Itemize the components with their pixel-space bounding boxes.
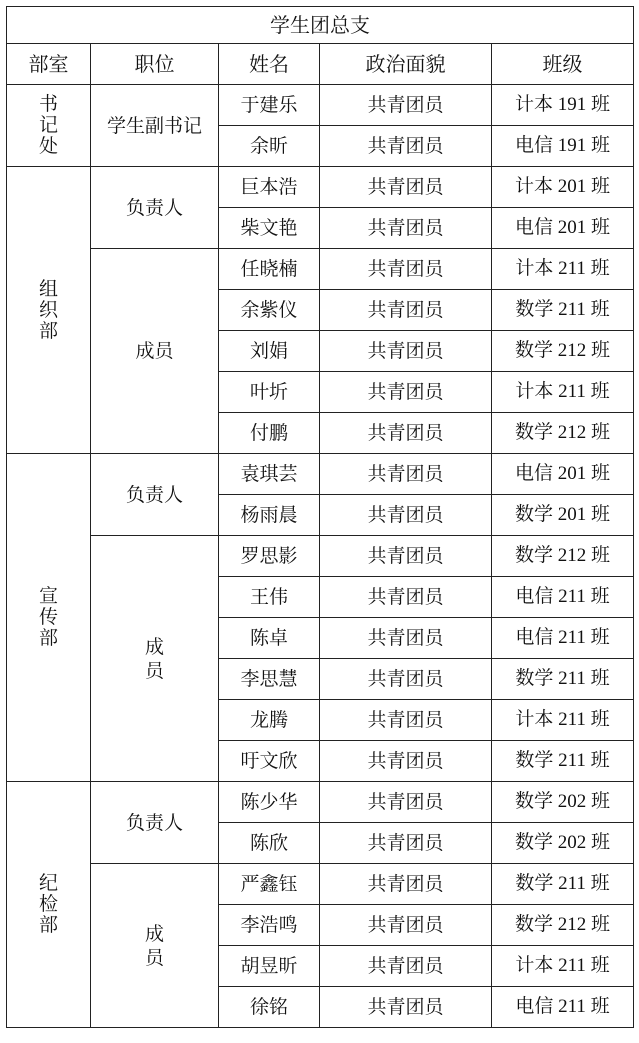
class-name: 数学 211 班	[492, 741, 634, 782]
political-status: 共青团员	[320, 577, 492, 618]
position-cell	[91, 249, 219, 454]
header-name: 姓名	[219, 44, 320, 85]
department-name: 组 织 部	[38, 277, 58, 342]
political-status: 共青团员	[320, 290, 492, 331]
member-name: 李浩鸣	[219, 905, 320, 946]
department-name: 书 记 处	[38, 93, 58, 157]
position-cell	[91, 167, 219, 249]
member-name: 任晓楠	[219, 249, 320, 290]
position-label: 成 员	[144, 635, 164, 682]
member-name: 陈欣	[219, 823, 320, 864]
political-status: 共青团员	[320, 782, 492, 823]
header-position: 职位	[91, 44, 219, 85]
table-row	[7, 454, 634, 495]
position-label: 成 员	[144, 922, 164, 969]
department-name: 宣 传 部	[38, 585, 58, 649]
member-name: 严鑫钰	[219, 864, 320, 905]
political-status: 共青团员	[320, 987, 492, 1028]
member-name: 付鹏	[219, 413, 320, 454]
political-status: 共青团员	[320, 536, 492, 577]
member-name: 叶圻	[219, 372, 320, 413]
member-name: 陈卓	[219, 618, 320, 659]
department-name: 纪 检 部	[38, 872, 58, 936]
member-name: 罗思影	[219, 536, 320, 577]
class-name: 数学 212 班	[492, 413, 634, 454]
position-cell	[91, 536, 219, 782]
member-name: 徐铭	[219, 987, 320, 1028]
position-cell	[91, 85, 219, 167]
class-name: 电信 201 班	[492, 208, 634, 249]
political-status: 共青团员	[320, 823, 492, 864]
position-cell	[91, 782, 219, 864]
department-cell	[7, 454, 91, 782]
member-name: 余昕	[219, 126, 320, 167]
member-name: 陈少华	[219, 782, 320, 823]
member-name: 余紫仪	[219, 290, 320, 331]
class-name: 计本 211 班	[492, 249, 634, 290]
political-status: 共青团员	[320, 167, 492, 208]
political-status: 共青团员	[320, 864, 492, 905]
member-name: 刘娟	[219, 331, 320, 372]
title-row	[7, 7, 634, 44]
political-status: 共青团员	[320, 249, 492, 290]
political-status: 共青团员	[320, 85, 492, 126]
class-name: 计本 191 班	[492, 85, 634, 126]
department-cell	[7, 85, 91, 167]
table-title: 学生团总支	[7, 7, 634, 44]
class-name: 电信 201 班	[492, 454, 634, 495]
position-label: 负责人	[125, 196, 183, 219]
class-name: 数学 212 班	[492, 905, 634, 946]
class-name: 数学 212 班	[492, 331, 634, 372]
class-name: 数学 211 班	[492, 290, 634, 331]
political-status: 共青团员	[320, 208, 492, 249]
table-row	[7, 536, 634, 577]
class-name: 电信 211 班	[492, 577, 634, 618]
political-status: 共青团员	[320, 946, 492, 987]
member-name: 吁文欣	[219, 741, 320, 782]
position-label: 学生副书记	[106, 114, 202, 137]
class-name: 电信 211 班	[492, 618, 634, 659]
political-status: 共青团员	[320, 905, 492, 946]
class-name: 数学 212 班	[492, 536, 634, 577]
class-name: 数学 211 班	[492, 659, 634, 700]
political-status: 共青团员	[320, 126, 492, 167]
roster-table	[6, 6, 634, 1028]
roster-body	[7, 7, 634, 1028]
table-row	[7, 167, 634, 208]
member-name: 龙腾	[219, 700, 320, 741]
header-political-status: 政治面貌	[320, 44, 492, 85]
member-name: 巨本浩	[219, 167, 320, 208]
table-row	[7, 249, 634, 290]
class-name: 数学 202 班	[492, 782, 634, 823]
political-status: 共青团员	[320, 700, 492, 741]
member-name: 胡昱昕	[219, 946, 320, 987]
political-status: 共青团员	[320, 454, 492, 495]
member-name: 杨雨晨	[219, 495, 320, 536]
political-status: 共青团员	[320, 331, 492, 372]
political-status: 共青团员	[320, 413, 492, 454]
class-name: 电信 211 班	[492, 987, 634, 1028]
department-cell	[7, 167, 91, 454]
table-row	[7, 782, 634, 823]
position-cell	[91, 454, 219, 536]
position-label: 负责人	[125, 811, 183, 834]
department-cell	[7, 782, 91, 1028]
table-row	[7, 864, 634, 905]
political-status: 共青团员	[320, 741, 492, 782]
class-name: 计本 211 班	[492, 700, 634, 741]
header-row	[7, 44, 634, 85]
political-status: 共青团员	[320, 659, 492, 700]
header-department: 部室	[7, 44, 91, 85]
class-name: 数学 211 班	[492, 864, 634, 905]
political-status: 共青团员	[320, 618, 492, 659]
class-name: 数学 201 班	[492, 495, 634, 536]
member-name: 王伟	[219, 577, 320, 618]
class-name: 电信 191 班	[492, 126, 634, 167]
header-class: 班级	[492, 44, 634, 85]
political-status: 共青团员	[320, 372, 492, 413]
political-status: 共青团员	[320, 495, 492, 536]
table-row	[7, 85, 634, 126]
member-name: 柴文艳	[219, 208, 320, 249]
position-label: 负责人	[125, 483, 183, 506]
member-name: 袁琪芸	[219, 454, 320, 495]
class-name: 数学 202 班	[492, 823, 634, 864]
member-name: 李思慧	[219, 659, 320, 700]
member-name: 于建乐	[219, 85, 320, 126]
position-label: 成员	[135, 340, 174, 362]
position-cell	[91, 864, 219, 1028]
class-name: 计本 211 班	[492, 372, 634, 413]
class-name: 计本 211 班	[492, 946, 634, 987]
class-name: 计本 201 班	[492, 167, 634, 208]
